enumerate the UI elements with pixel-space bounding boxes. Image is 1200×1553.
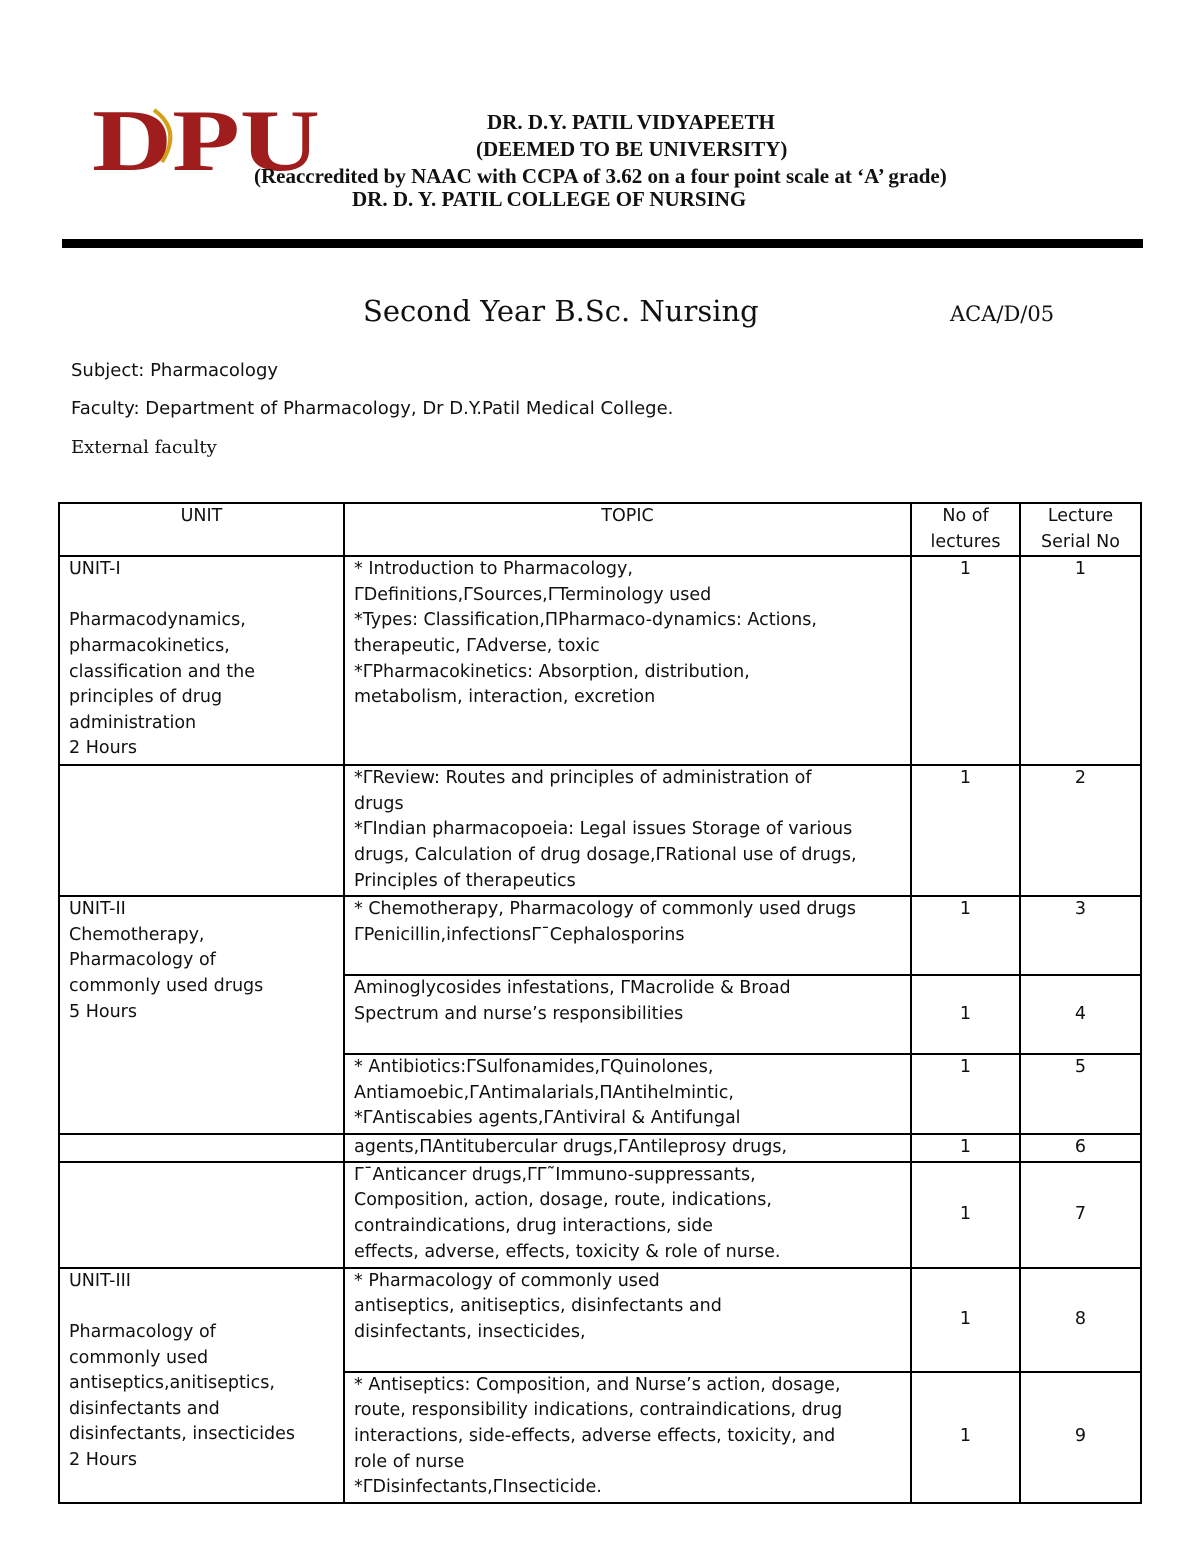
topic-cell: Γ¯Anticancer drugs,ΓΓ˜Immuno-suppressants, Composition, action, dosage, route, indications, contraindications, drug interactions, side effects, adverse, effects, toxicity & role of nurse.	[344, 1162, 911, 1268]
header-serial: Lecture Serial No	[1020, 503, 1141, 556]
lectures-cell: 1	[911, 1134, 1020, 1162]
topic-cell: agents,ΠAntitubercular drugs,ΓAntileprosy drugs,	[344, 1134, 911, 1162]
lectures-cell: 1	[911, 896, 1020, 975]
serial-cell: 7	[1020, 1162, 1141, 1268]
accreditation-line: (Reaccredited by NAAC with CCPA of 3.62 on a four point scale at ‘A’ grade)	[254, 164, 947, 188]
header-unit: UNIT	[59, 503, 344, 556]
topic-cell: * Chemotherapy, Pharmacology of commonly used drugs ΓPenicillin,infectionsΓ¯Cephalosporins	[344, 896, 911, 975]
serial-cell: 5	[1020, 1054, 1141, 1134]
university-name: DR. D.Y. PATIL VIDYAPEETH	[487, 110, 775, 134]
unit-cell: UNIT-III Pharmacology of commonly used antiseptics,anitiseptics, disinfectants and disinfectants, insecticides 2 Hours	[59, 1268, 344, 1503]
table-row	[59, 896, 1141, 975]
lectures-cell: 1	[911, 1372, 1020, 1503]
topic-cell: *ΓReview: Routes and principles of administration of drugs *ΓIndian pharmacopoeia: Legal issues Storage of various drugs, Calculation of drug dosage,ΓRational use of drugs, Principles of therapeutics	[344, 765, 911, 896]
header-topic: TOPIC	[344, 503, 911, 556]
lectures-cell: 1	[911, 556, 1020, 765]
lectures-cell: 1	[911, 1268, 1020, 1372]
serial-cell: 2	[1020, 765, 1141, 896]
table-row	[59, 1134, 1141, 1162]
serial-cell: 4	[1020, 975, 1141, 1054]
lectures-cell: 1	[911, 975, 1020, 1054]
unit-cell	[59, 765, 344, 896]
subject-line: Subject: Pharmacology	[71, 360, 279, 381]
unit-cell	[59, 1134, 344, 1162]
lecture-plan-table	[58, 502, 1142, 1504]
unit-cell: UNIT-I Pharmacodynamics, pharmacokinetics, classification and the principles of drug administration 2 Hours	[59, 556, 344, 765]
lectures-cell: 1	[911, 1162, 1020, 1268]
header-divider	[62, 239, 1143, 248]
university-status: (DEEMED TO BE UNIVERSITY)	[476, 137, 788, 161]
serial-cell: 6	[1020, 1134, 1141, 1162]
college-name: DR. D. Y. PATIL COLLEGE OF NURSING	[352, 187, 747, 211]
table-row	[59, 1268, 1141, 1372]
topic-cell: * Pharmacology of commonly used antiseptics, anitiseptics, disinfectants and disinfectants, insecticides,	[344, 1268, 911, 1372]
serial-cell: 9	[1020, 1372, 1141, 1503]
header-lectures: No of lectures	[911, 503, 1020, 556]
lectures-cell: 1	[911, 765, 1020, 896]
logo-wordmark: DPU	[92, 100, 320, 180]
serial-cell: 3	[1020, 896, 1141, 975]
unit-cell: UNIT-II Chemotherapy, Pharmacology of commonly used drugs 5 Hours	[59, 896, 344, 1134]
external-faculty-line: External faculty	[71, 437, 217, 458]
table-row	[59, 556, 1141, 765]
topic-cell: * Antiseptics: Composition, and Nurse’s action, dosage, route, responsibility indications, contraindications, drug interactions, side-effects, adverse effects, toxicity, and role of nurse *ΓDisinfectants,ΓInsecticide.	[344, 1372, 911, 1503]
table-row	[59, 765, 1141, 896]
topic-cell: * Introduction to Pharmacology, ΓDefinitions,ΓSources,ΓTerminology used *Types: Classification,ΠPharmaco-dynamics: Actions, therapeutic, ΓAdverse, toxic *ΓPharmacokinetics: Absorption, distribution, metabolism, interaction, excretion	[344, 556, 911, 765]
serial-cell: 8	[1020, 1268, 1141, 1372]
table-row	[59, 1162, 1141, 1268]
document-title: Second Year B.Sc. Nursing	[363, 294, 759, 328]
topic-cell: * Antibiotics:ΓSulfonamides,ΓQuinolones, Antiamoebic,ΓAntimalarials,ΠAntihelmintic, *ΓAntiscabies agents,ΓAntiviral & Antifungal	[344, 1054, 911, 1134]
table-header-row	[59, 503, 1141, 556]
lectures-cell: 1	[911, 1054, 1020, 1134]
unit-cell	[59, 1162, 344, 1268]
faculty-line: Faculty: Department of Pharmacology, Dr D.Y.Patil Medical College.	[71, 398, 674, 419]
document-code: ACA/D/05	[950, 302, 1055, 326]
serial-cell: 1	[1020, 556, 1141, 765]
topic-cell: Aminoglycosides infestations, ΓMacrolide & Broad Spectrum and nurse’s responsibilities	[344, 975, 911, 1054]
